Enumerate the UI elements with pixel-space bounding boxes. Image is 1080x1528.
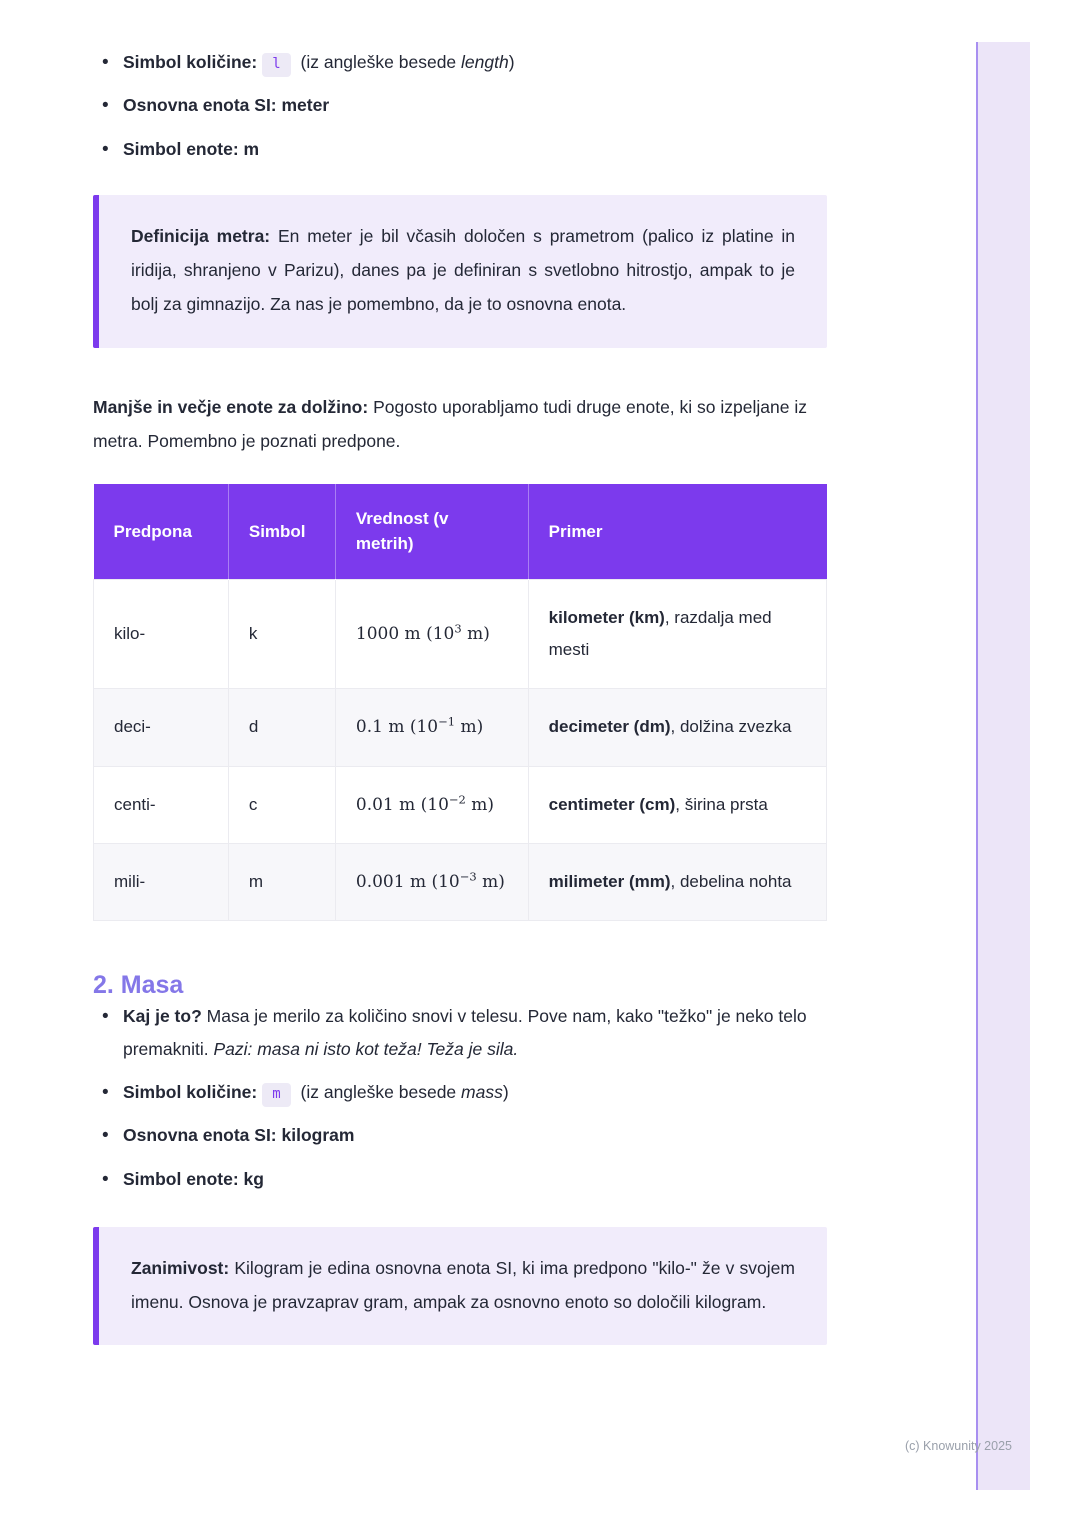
code-chip-l: l: [262, 53, 290, 77]
primer-text: , dolžina zvezka: [670, 717, 792, 737]
paragraph-bold-label: Manjše in večje enote za dolžino:: [93, 396, 369, 417]
code-chip-m: m: [262, 1083, 290, 1107]
primer-text: , razdalja med mesti: [548, 607, 772, 660]
primer-bold: centimeter (cm): [548, 794, 676, 814]
table-row-deci: [94, 689, 827, 766]
list-item-unit-symbol: [93, 1163, 827, 1195]
value-end: m): [455, 717, 484, 738]
bullet-text-end: ): [502, 1081, 509, 1102]
prefix-table-body: [94, 579, 827, 920]
value-end: m): [476, 871, 505, 892]
bullet-bold-label: Simbol enote: m: [123, 138, 260, 159]
table-header-predpona: Predpona: [94, 484, 229, 580]
list-item-what-is-mass: [93, 1000, 827, 1065]
cell-simbol: m: [228, 843, 335, 920]
paragraph-text: Pogosto uporabljamo tudi druge enote, ki so izpeljane iz metra. Pomembno je poznati predpone.: [93, 396, 807, 451]
primer-text: , debelina nohta: [670, 871, 792, 891]
table-header-simbol: Simbol: [228, 484, 335, 580]
bullet-bold-label: Osnovna enota SI: kilogram: [123, 1125, 355, 1146]
table-header-row: [94, 484, 827, 580]
cell-primer: [528, 766, 826, 843]
table-row-kilo: [94, 579, 827, 689]
primer-text: , širina prsta: [675, 794, 768, 814]
bullet-italic-text: length: [461, 52, 509, 72]
bullet-italic-text: Pazi: masa ni isto kot teža! Teža je sila.: [213, 1038, 519, 1059]
value-base: 0.1 m (10: [355, 717, 439, 738]
bullet-italic-text: mass: [461, 1081, 503, 1102]
list-item-symbol-quantity: [93, 1076, 827, 1108]
callout-bold-label: Zanimivost:: [131, 1258, 230, 1279]
cell-predpona: kilo-: [94, 579, 229, 689]
primer-bold: decimeter (dm): [548, 717, 671, 737]
bullet-bold-label: Kaj je to?: [123, 1006, 202, 1027]
value-exponent: 3: [454, 621, 462, 636]
table-row-centi: [94, 766, 827, 843]
table-header-primer: Primer: [528, 484, 826, 580]
cell-primer: [528, 843, 826, 920]
bullet-text: (iz angleške besede: [295, 52, 462, 72]
prefix-table-head: [94, 484, 827, 580]
definition-callout: [93, 195, 827, 347]
bullet-bold-label: Simbol količine:: [123, 1081, 258, 1102]
callout-text: En meter je bil včasih določen s prametrom (palico iz platine in iridija, shranjeno v Parizu), danes pa je definiran s svetlobno hitrostjo, ampak to je bolj za gimnazijo. Za nas je pomembno, da je to osnovna enota.: [131, 226, 795, 315]
list-item-symbol-quantity: [93, 46, 827, 78]
value-exponent: −3: [459, 869, 477, 884]
primer-bold: milimeter (mm): [548, 871, 671, 891]
prefixes-intro-paragraph: [93, 390, 827, 458]
bullet-text-end: ): [508, 52, 515, 72]
list-item-base-unit: [93, 89, 827, 121]
cell-primer: [528, 689, 826, 766]
cell-vrednost: [335, 843, 528, 920]
mass-properties-list: [93, 1000, 827, 1195]
value-end: m): [461, 623, 490, 644]
primer-bold: kilometer (km): [548, 607, 665, 627]
value-base: 0.001 m (10: [355, 871, 460, 892]
section-heading-masa: 2. Masa: [93, 971, 184, 1000]
value-exponent: −1: [438, 714, 456, 729]
cell-simbol: d: [228, 689, 335, 766]
bullet-bold-label: Simbol količine:: [123, 52, 258, 72]
cell-primer: [528, 579, 826, 689]
fact-callout: [93, 1227, 827, 1345]
cell-simbol: k: [228, 579, 335, 689]
callout-bold-label: Definicija metra:: [131, 226, 271, 247]
list-item-base-unit: [93, 1119, 827, 1151]
table-row-mili: [94, 843, 827, 920]
cell-simbol: c: [228, 766, 335, 843]
document-content: [93, 46, 827, 1345]
bullet-bold-label: Simbol enote: kg: [123, 1168, 264, 1189]
cell-predpona: centi-: [94, 766, 229, 843]
cell-predpona: deci-: [94, 689, 229, 766]
cell-predpona: mili-: [94, 843, 229, 920]
callout-text: Kilogram je edina osnovna enota SI, ki ima predpono "kilo-" že v svojem imenu. Osnova je pravzaprav gram, ampak za osnovno enoto so določili kilogram.: [131, 1258, 795, 1313]
cell-vrednost: [335, 689, 528, 766]
value-end: m): [465, 794, 495, 815]
value-base: 0.01 m (10: [355, 794, 449, 815]
bullet-text: Masa je merilo za količino snovi v telesu. Pove nam, kako "težko" je neko telo premakniti.: [123, 1006, 807, 1059]
cell-vrednost: [335, 579, 528, 689]
value-base: 1000 m (10: [355, 623, 455, 644]
length-properties-list: [93, 46, 827, 165]
page-edge-strip: [976, 42, 1030, 1490]
copyright-watermark: (c) Knowunity 2025: [904, 1439, 1012, 1453]
table-header-vrednost: Vrednost (v metrih): [335, 484, 528, 580]
bullet-text: (iz angleške besede: [295, 1081, 462, 1102]
cell-vrednost: [335, 766, 528, 843]
bullet-bold-label: Osnovna enota SI: meter: [123, 95, 330, 116]
list-item-unit-symbol: [93, 133, 827, 165]
prefix-table: [93, 484, 827, 921]
value-exponent: −2: [448, 791, 466, 806]
